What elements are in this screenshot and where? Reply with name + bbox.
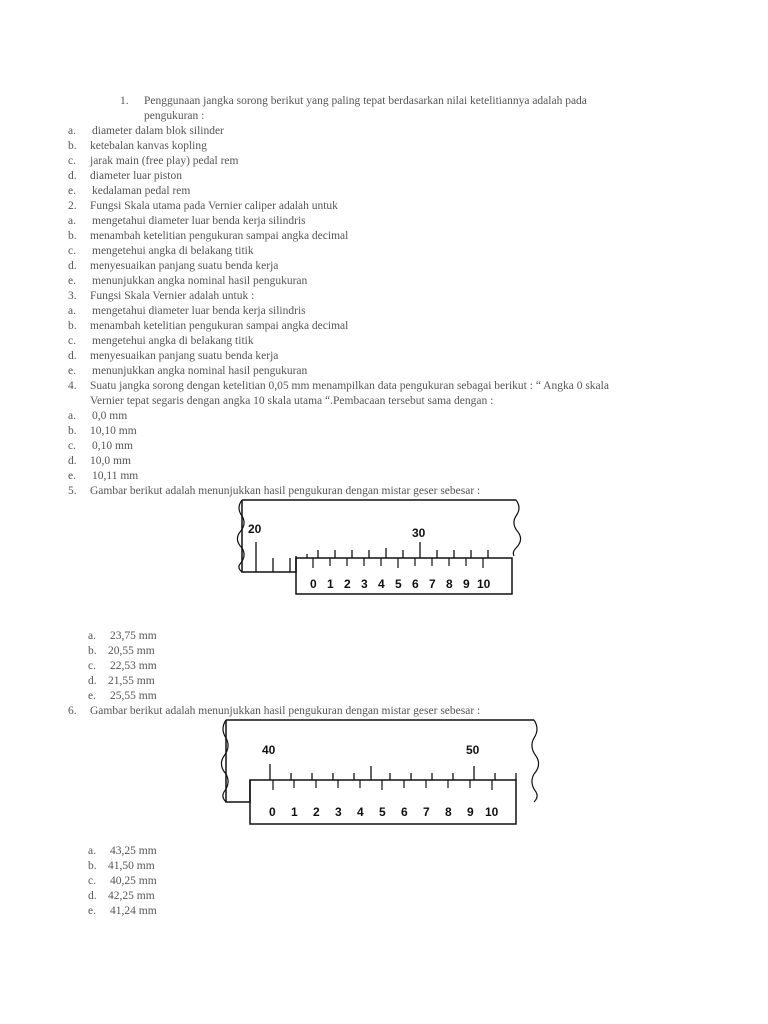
option-text: 20,55 mm (108, 645, 155, 657)
vernier-caliper-figure-q6 (218, 716, 548, 828)
option-label: c. (88, 660, 96, 672)
option-label: a. (88, 845, 96, 857)
option-text: 40,25 mm (110, 875, 157, 887)
option-text: 23,75 mm (110, 630, 157, 642)
option-label: e. (68, 470, 76, 482)
vernier-ticks (313, 558, 483, 568)
q3-number: 3. (68, 290, 77, 302)
vernier-label: 3 (335, 805, 342, 819)
vernier-label: 2 (344, 577, 351, 591)
option-label: a. (68, 215, 76, 227)
option-text: mengetahui diameter luar benda kerja silindris (92, 215, 306, 227)
option-label: b. (68, 320, 77, 332)
vernier-label: 9 (463, 577, 470, 591)
vernier-label: 1 (327, 577, 334, 591)
option-label: d. (88, 890, 97, 902)
option-label: d. (88, 675, 97, 687)
option-label: e. (68, 365, 76, 377)
option-text: 0,0 mm (92, 410, 128, 422)
vernier-label: 4 (357, 805, 364, 819)
break-line-left (221, 720, 228, 802)
option-text: 10,10 mm (90, 425, 137, 437)
q1-text-line2: pengukuran : (144, 110, 205, 122)
option-text: 42,25 mm (108, 890, 155, 902)
option-label: d. (68, 455, 77, 467)
option-label: d. (68, 260, 77, 272)
main-scale-ticks (270, 764, 516, 780)
q2-number: 2. (68, 200, 77, 212)
vernier-label: 0 (269, 805, 276, 819)
vernier-ticks (273, 780, 492, 790)
option-text: jarak main (free play) pedal rem (90, 155, 239, 167)
vernier-label: 2 (313, 805, 320, 819)
option-text: 41,24 mm (110, 905, 157, 917)
vernier-label: 9 (467, 805, 474, 819)
option-text: 10,11 mm (92, 470, 139, 482)
option-label: a. (88, 630, 96, 642)
option-text: menunjukkan angka nominal hasil pengukuran (92, 365, 308, 377)
option-label: a. (68, 125, 76, 137)
q2-text: Fungsi Skala utama pada Vernier caliper adalah untuk (90, 200, 338, 212)
q5-number: 5. (68, 485, 77, 497)
vernier-label: 1 (291, 805, 298, 819)
vernier-label: 0 (310, 577, 317, 591)
option-text: 41,50 mm (108, 860, 155, 872)
option-label: c. (68, 335, 76, 347)
option-text: menyesuaikan panjang suatu benda kerja (90, 260, 279, 272)
option-text: menambah ketelitian pengukuran sampai angka decimal (90, 320, 349, 332)
break-line-right (513, 500, 520, 556)
vernier-label: 6 (401, 805, 408, 819)
option-text: 0,10 mm (92, 440, 133, 452)
q1-number: 1. (120, 95, 129, 107)
vernier-label: 4 (378, 577, 385, 591)
option-label: b. (88, 860, 97, 872)
option-text: diameter dalam blok silinder (92, 125, 224, 137)
option-label: e. (88, 905, 96, 917)
option-text: menunjukkan angka nominal hasil pengukuran (92, 275, 308, 287)
option-text: mengetehui angka di belakang titik (92, 245, 254, 257)
option-label: e. (68, 275, 76, 287)
option-label: e. (88, 690, 96, 702)
option-label: b. (88, 645, 97, 657)
option-label: c. (88, 875, 96, 887)
break-line-left (237, 500, 244, 572)
vernier-label: 7 (423, 805, 430, 819)
main-scale-ticks (256, 542, 488, 572)
q1-text-line1: Penggunaan jangka sorong berikut yang paling tepat berdasarkan nilai ketelitiannya adalah pada (144, 95, 587, 107)
vernier-label: 8 (445, 805, 452, 819)
option-label: b. (68, 230, 77, 242)
vernier-label: 8 (446, 577, 453, 591)
break-line-right (532, 720, 539, 802)
option-text: menyesuaikan panjang suatu benda kerja (90, 350, 279, 362)
q3-text: Fungsi Skala Vernier adalah untuk : (90, 290, 255, 302)
q6-text: Gambar berikut adalah menunjukkan hasil pengukuran dengan mistar geser sebesar : (90, 705, 481, 717)
main-scale-outline (242, 500, 516, 572)
main-label: 30 (412, 526, 426, 540)
q5-text: Gambar berikut adalah menunjukkan hasil pengukuran dengan mistar geser sebesar : (90, 485, 481, 497)
option-text: diameter luar piston (90, 170, 182, 182)
vernier-label: 6 (412, 577, 419, 591)
vernier-label: 7 (429, 577, 436, 591)
option-text: 43,25 mm (110, 845, 157, 857)
vernier-caliper-figure-q5 (234, 496, 534, 598)
q6-number: 6. (68, 705, 77, 717)
option-label: a. (68, 305, 76, 317)
option-label: a. (68, 410, 76, 422)
option-label: c. (68, 155, 76, 167)
q4-text-line2: Vernier tepat segaris dengan angka 10 skala utama “.Pembacaan tersebut sama dengan : (90, 395, 494, 407)
option-text: ketebalan kanvas kopling (90, 140, 207, 152)
option-text: mengetehui angka di belakang titik (92, 335, 254, 347)
vernier-label: 5 (395, 577, 402, 591)
option-text: kedalaman pedal rem (92, 185, 191, 197)
option-label: c. (68, 245, 76, 257)
q4-number: 4. (68, 380, 77, 392)
option-text: 21,55 mm (108, 675, 155, 687)
vernier-label: 10 (485, 805, 499, 819)
option-text: 22,53 mm (110, 660, 157, 672)
q4-text-line1: Suatu jangka sorong dengan ketelitian 0,05 mm menampilkan data pengukuran sebagai berikut : “ Angka 0 skala (90, 380, 609, 392)
option-text: mengetahui diameter luar benda kerja silindris (92, 305, 306, 317)
main-label: 50 (466, 743, 480, 757)
option-label: d. (68, 350, 77, 362)
option-text: 25,55 mm (110, 690, 157, 702)
option-label: b. (68, 140, 77, 152)
vernier-label: 10 (477, 577, 491, 591)
option-label: d. (68, 170, 77, 182)
option-text: menambah ketelitian pengukuran sampai angka decimal (90, 230, 349, 242)
option-label: c. (68, 440, 76, 452)
option-label: b. (68, 425, 77, 437)
main-scale-outline (226, 720, 534, 802)
main-label: 20 (248, 522, 262, 536)
option-label: e. (68, 185, 76, 197)
vernier-label: 5 (379, 805, 386, 819)
option-text: 10,0 mm (90, 455, 131, 467)
vernier-label: 3 (361, 577, 368, 591)
main-label: 40 (262, 743, 276, 757)
